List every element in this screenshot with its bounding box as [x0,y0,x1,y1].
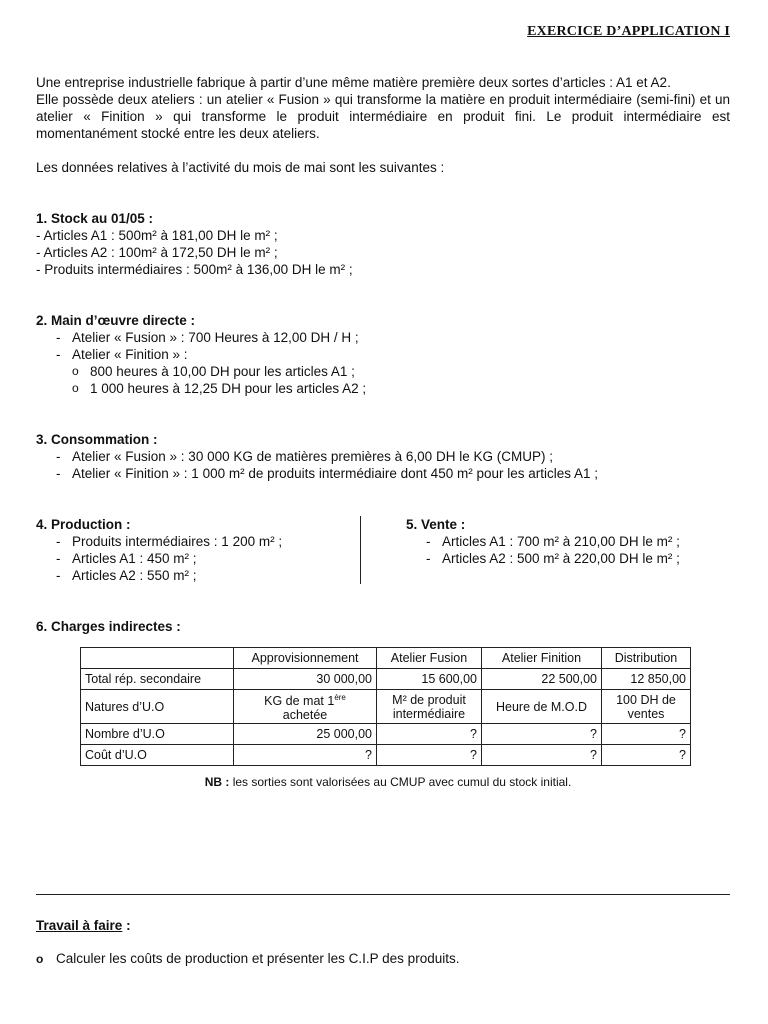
table-cell: M² de produit intermédiaire [377,690,482,724]
bullet-icon: o [36,952,44,966]
table-cell: ? [234,745,377,766]
production-item: - Articles A2 : 550 m² ; [54,567,360,584]
section-vente-title: 5. Vente : [406,517,466,532]
intro-paragraph-2: Elle possède deux ateliers : un atelier « Fusion » qui transforme la matière en produit intermédiaire (semi-fini) et un atelier « Finition » qui transforme le produit intermédiaire en produit fini. Le produit intermédiaire est momentanément stocké entre les deux ateliers. [36,92,730,141]
exercise-title: EXERCICE D’APPLICATION I [527,24,730,39]
row-label: Nombre d’U.O [81,724,234,745]
table-row [81,669,691,690]
vente-item: - Articles A2 : 500 m² à 220,00 DH le m² ; [424,550,680,567]
production-vente-columns [36,516,730,584]
nb-text: les sorties sont valorisées au CMUP avec cumul du stock initial. [229,775,572,789]
production-column [36,516,361,584]
vente-list [406,533,680,567]
table-header-cell: Distribution [602,648,691,669]
mod-finition-label: Atelier « Finition » : [72,347,188,362]
mod-fusion-item: - Atelier « Fusion » : 700 Heures à 12,00 DH / H ; [54,329,730,346]
table-cell: Heure de M.O.D [482,690,602,724]
consommation-item: - Atelier « Finition » : 1 000 m² de produits intermédiaire dont 450 m² pour les articles A1 ; [54,465,730,482]
travail-item [36,951,459,966]
production-item: - Produits intermédiaires : 1 200 m² ; [54,533,360,550]
intro-paragraph-3: Les données relatives à l’activité du mois de mai sont les suivantes : [36,160,445,175]
table-cell: 12 850,00 [602,669,691,690]
charges-table [80,647,691,766]
table-cell: ? [602,745,691,766]
row-label: Natures d’U.O [81,690,234,724]
table-cell: 22 500,00 [482,669,602,690]
section-stock-title: 1. Stock au 01/05 : [36,211,154,226]
consommation-list [36,448,730,482]
table-corner-cell [81,648,234,669]
nb-note [46,774,730,791]
consommation-item: - Atelier « Fusion » : 30 000 KG de matières premières à 6,00 DH le KG (CMUP) ; [54,448,730,465]
table-header-row [81,648,691,669]
table-row [81,690,691,724]
table-cell: ? [482,745,602,766]
section-mod-title: 2. Main d’œuvre directe : [36,313,196,328]
intro-paragraph-1: Une entreprise industrielle fabrique à partir d’une même matière première deux sortes d’articles : A1 et A2. [36,75,671,90]
vente-item: - Articles A1 : 700 m² à 210,00 DH le m² ; [424,533,680,550]
table-cell: ? [482,724,602,745]
table-cell: 15 600,00 [377,669,482,690]
mod-list [36,329,730,397]
section-charges-title: 6. Charges indirectes : [36,619,181,634]
vente-column [361,516,680,584]
table-row [81,745,691,766]
table-cell: 30 000,00 [234,669,377,690]
travail-text: Calculer les coûts de production et présenter les C.I.P des produits. [56,951,460,966]
mod-finition-subitem: o 800 heures à 10,00 DH pour les articles A1 ; [72,363,730,380]
separator-line [36,894,730,895]
nb-label: NB : [204,775,230,789]
table-cell: ? [377,745,482,766]
section-consommation-title: 3. Consommation : [36,432,158,447]
table-header-cell: Atelier Finition [482,648,602,669]
table-header-cell: Approvisionnement [234,648,377,669]
stock-line: - Produits intermédiaires : 500m² à 136,00 DH le m² ; [36,262,353,277]
row-label: Total rép. secondaire [81,669,234,690]
mod-finition-item [54,346,730,397]
table-row [81,724,691,745]
stock-line: - Articles A1 : 500m² à 181,00 DH le m² ; [36,228,278,243]
table-cell: 25 000,00 [234,724,377,745]
table-header-cell: Atelier Fusion [377,648,482,669]
table-cell: ? [377,724,482,745]
mod-finition-subitem: o 1 000 heures à 12,25 DH pour les articles A2 ; [72,380,730,397]
production-item: - Articles A1 : 450 m² ; [54,550,360,567]
table-cell: 100 DH de ventes [602,690,691,724]
mod-finition-sublist [72,363,730,397]
table-cell: KG de mat 1ère achetée [234,690,377,724]
production-list [36,533,360,584]
table-cell: ? [602,724,691,745]
row-label: Coût d’U.O [81,745,234,766]
stock-line: - Articles A2 : 100m² à 172,50 DH le m² ; [36,245,278,260]
travail-title: Travail à faire : [36,918,131,933]
section-production-title: 4. Production : [36,517,131,532]
document-body [36,74,730,791]
